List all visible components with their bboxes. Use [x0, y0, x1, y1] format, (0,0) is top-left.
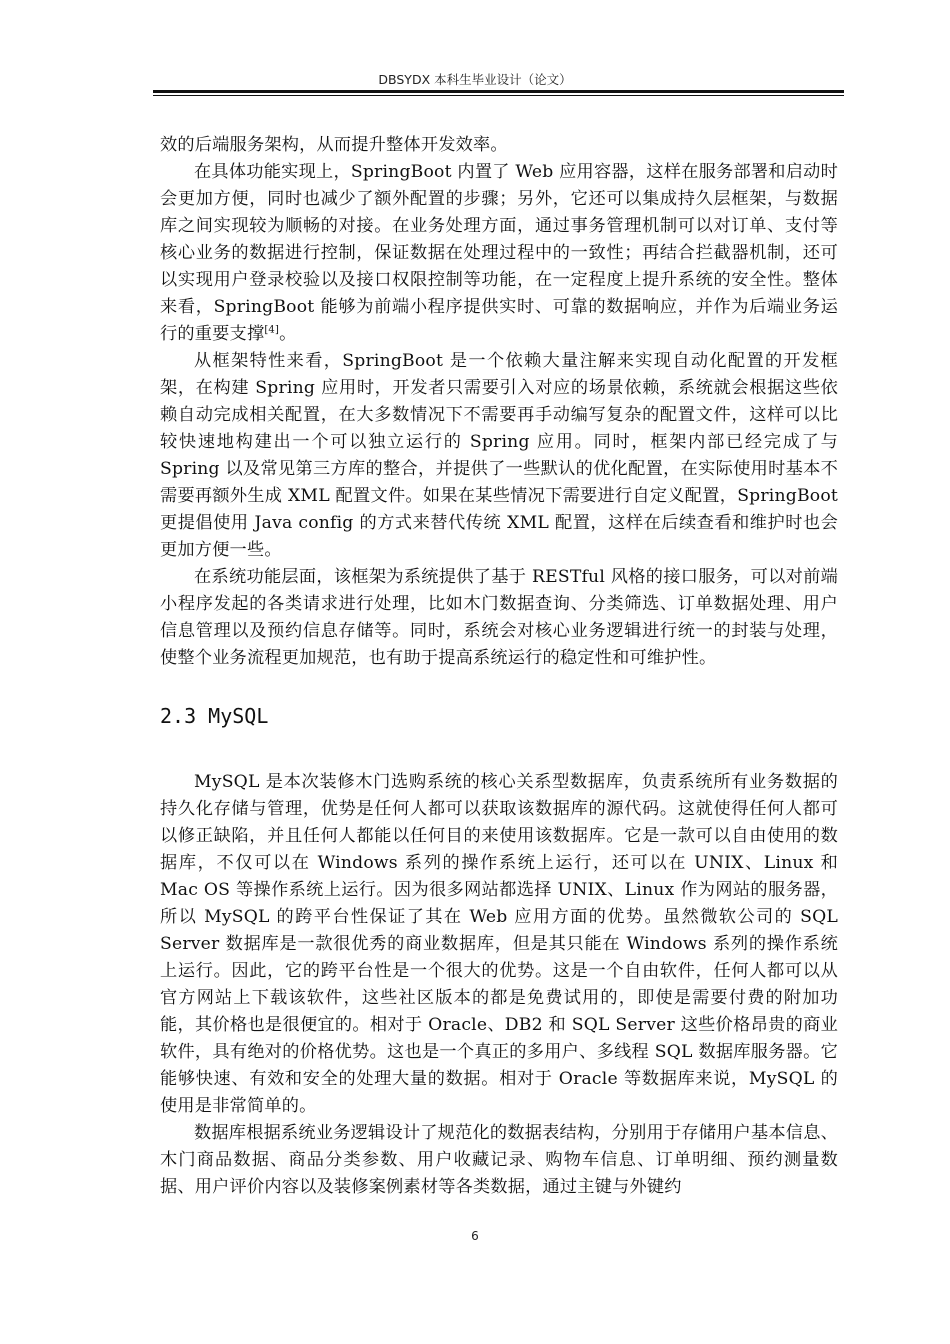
citation-marker: [4]: [264, 324, 280, 336]
page-header: DBSYDX 本科生毕业设计（论文）: [378, 72, 572, 87]
paragraph-mysql-intro: MySQL 是本次装修木门选购系统的核心关系型数据库，负责系统所有业务数据的持久化存储与管理，优势是任何人都可以获取该数据库的源代码。这就使得任何人都可以修正缺陷，并且任何人都能以任何目的来使用该数据库。它是一款可以自由使用的数据库，不仅可以在 Windows 系列的操作系统上运行，还可以在 UNIX、Linux 和 Mac OS 等操作系统上运行。因为很多网站都选择 UNIX、Linux 作为网站的服务器，所以 MySQL 的跨平台性保证了其在 Web 应用方面的优势。虽然微软公司的 SQL Server 数据库是一款很优秀的商业数据库，但是其只能在 Windows 系列的操作系统上运行。因此，它的跨平台性是一个很大的优势。这是一个自由软件，任何人都可以从官方网站上下载该软件，这些社区版本的都是免费试用的，即使是需要付费的附加功能，其价格也是很便宜的。相对于 Oracle、DB2 和 SQL Server 这些价格昂贵的商业软件，具有绝对的价格优势。这也是一个真正的多用户、多线程 SQL 数据库服务器。它能够快速、有效和安全的处理大量的数据。相对于 Oracle 等数据库来说，MySQL 的使用是非常简单的。: [160, 772, 838, 1116]
header-rule-thin: [153, 95, 844, 96]
section-heading: 2.3 MySQL: [160, 704, 269, 728]
paragraph-system-functions: 在系统功能层面，该框架为系统提供了基于 RESTful 风格的接口服务，可以对前端小程序发起的各类请求进行处理，比如木门数据查询、分类筛选、订单数据处理、用户信息管理以及预约信息存储等。同时，系统会对核心业务逻辑进行统一的封装与处理，使整个业务流程更加规范，也有助于提高系统运行的稳定性和可维护性。: [160, 567, 838, 668]
paragraph-text: 在具体功能实现上，SpringBoot 内置了 Web 应用容器，这样在服务部署和启动时会更加方便，同时也减少了额外配置的步骤；另外，它还可以集成持久层框架，与数据库之间实现较为顺畅的对接。在业务处理方面，通过事务管理机制可以对订单、支付等核心业务的数据进行控制，保证数据在处理过程中的一致性；再结合拦截器机制，还可以实现用户登录校验以及接口权限控制等功能，在一定程度上提升系统的安全性。整体来看，SpringBoot 能够为前端小程序提供实时、可靠的数据响应，并作为后端业务运行的重要支撑: [160, 162, 838, 344]
paragraph-framework-characteristics: 从框架特性来看，SpringBoot 是一个依赖大量注解来实现自动化配置的开发框架，在构建 Spring 应用时，开发者只需要引入对应的场景依赖，系统就会根据这些依赖自动完成相关配置，在大多数情况下不需要再手动编写复杂的配置文件，这样可以比较快速地构建出一个可以独立运行的 Spring 应用。同时，框架内部已经完成了与 Spring 以及常见第三方库的整合，并提供了一些默认的优化配置，在实际使用时基本不需要再额外生成 XML 配置文件。如果在某些情况下需要进行自定义配置，SpringBoot 更提倡使用 Java config 的方式来替代传统 XML 配置，这样在后续查看和维护时也会更加方便一些。: [160, 351, 838, 560]
header-rule-thick: [153, 90, 844, 93]
paragraph-continued: 效的后端服务架构，从而提升整体开发效率。: [160, 135, 508, 155]
paragraph-database-design: 数据库根据系统业务逻辑设计了规范化的数据表结构，分别用于存储用户基本信息、木门商品数据、商品分类参数、用户收藏记录、购物车信息、订单明细、预约测量数据、用户评价内容以及装修案例素材等各类数据，通过主键与外键约: [160, 1123, 838, 1197]
page-number: 6: [471, 1229, 479, 1243]
document-body: [160, 132, 838, 1201]
paragraph-springboot-features: [160, 159, 838, 348]
paragraph-end: 。: [279, 324, 297, 344]
